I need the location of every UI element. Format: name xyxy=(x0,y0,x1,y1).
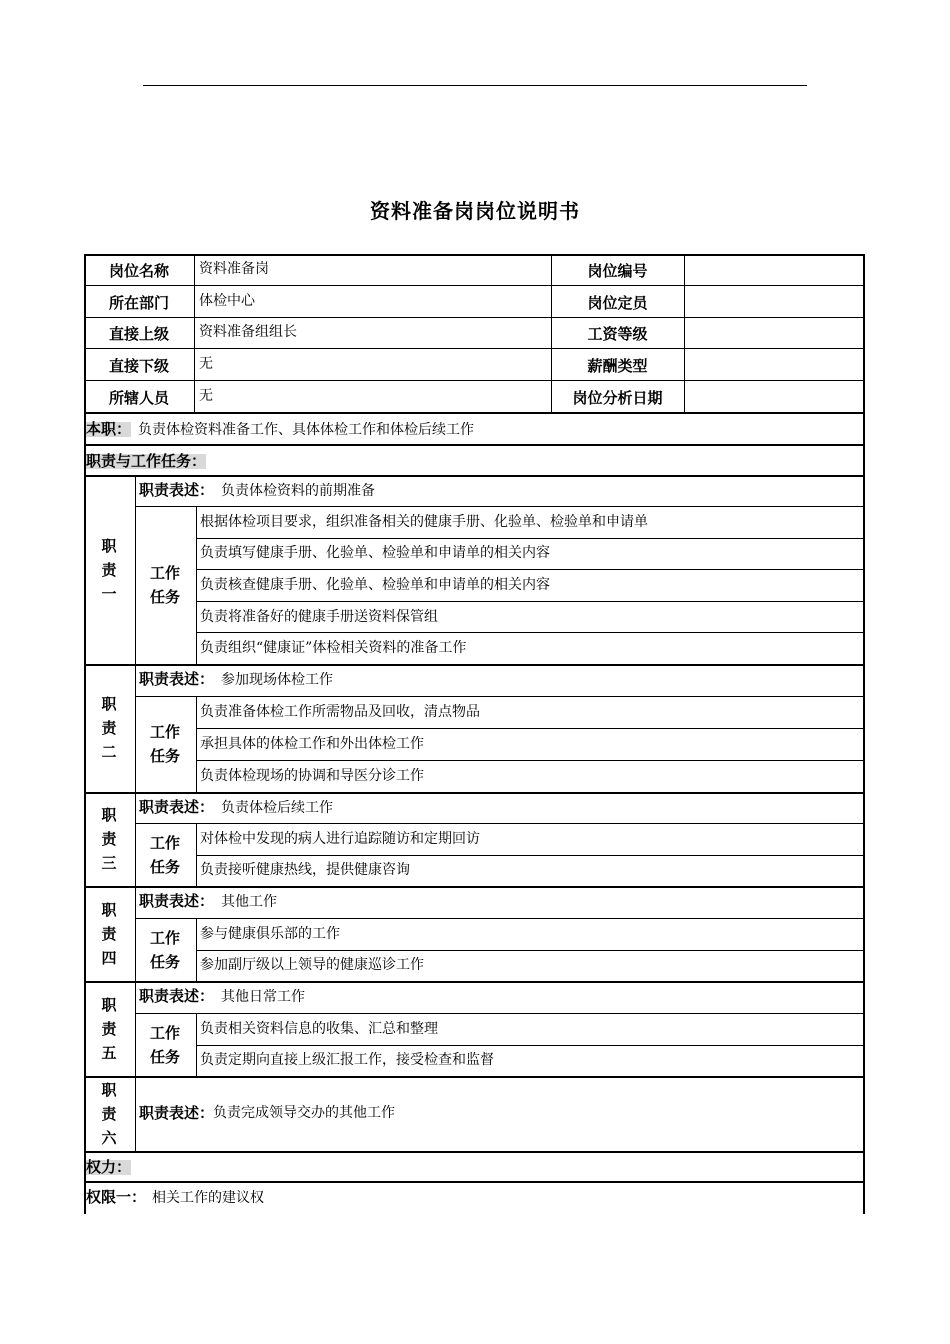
task-item: 负责准备体检工作所需物品及回收，清点物品 xyxy=(200,704,480,720)
duty-desc-label: 职责表述： xyxy=(139,1103,215,1122)
task-label xyxy=(135,720,195,768)
duty-name-char: 三 xyxy=(101,854,117,872)
row-border xyxy=(84,317,865,318)
column-border xyxy=(684,254,685,412)
duty-name-char: 二 xyxy=(101,743,117,761)
limit1-text: 相关工作的建议权 xyxy=(152,1190,264,1206)
task-item: 负责组织“健康证”体检相关资料的准备工作 xyxy=(200,640,467,657)
value-3: 无 xyxy=(199,355,213,372)
benzhi-label: 本职： xyxy=(86,420,132,438)
column-border xyxy=(194,254,195,412)
column-border xyxy=(551,254,552,412)
duty-name-char: 责 xyxy=(101,924,117,943)
row-border xyxy=(84,1076,865,1078)
value-4: 无 xyxy=(199,387,213,404)
row-border xyxy=(84,380,865,381)
duty-name-1 xyxy=(84,534,134,606)
task-label xyxy=(135,926,195,974)
row-border xyxy=(84,475,865,477)
task-item: 参加副厅级以上领导的健康巡诊工作 xyxy=(200,957,424,974)
benzhi-text: 负责体检资料准备工作、具体体检工作和体检后续工作 xyxy=(138,422,474,438)
duty-name-3 xyxy=(84,803,134,875)
value-0: 资料准备岗 xyxy=(199,261,269,277)
value-2: 资料准备组组长 xyxy=(199,324,297,340)
row-border xyxy=(196,728,865,729)
duty-desc-text: 负责体检资料的前期准备 xyxy=(221,483,375,499)
label-right-0: 岗位编号 xyxy=(587,262,648,280)
row-border xyxy=(135,1013,865,1014)
task-label xyxy=(135,1021,195,1069)
task-label-line: 任务 xyxy=(149,952,180,971)
task-item: 根据体检项目要求，组织准备相关的健康手册、化验单、检验单和申请单 xyxy=(200,513,648,530)
row-border xyxy=(84,792,865,794)
duty-name-char: 职 xyxy=(101,995,117,1014)
duty-desc-text: 其他工作 xyxy=(221,894,277,910)
label-right-2: 工资等级 xyxy=(587,325,648,343)
task-item: 承担具体的体检工作和外出体检工作 xyxy=(200,736,424,752)
limit1-label: 权限一： xyxy=(86,1188,147,1206)
row-border xyxy=(135,506,865,507)
duty-name-5 xyxy=(84,993,134,1065)
task-label xyxy=(135,561,195,609)
row-border xyxy=(196,538,865,539)
task-item: 负责接听健康热线，提供健康咨询 xyxy=(200,862,410,879)
row-border xyxy=(196,569,865,570)
duty-desc-label: 职责表述： xyxy=(139,987,215,1005)
task-item: 对体检中发现的病人进行追踪随访和定期回访 xyxy=(200,830,480,847)
task-label-line: 工作 xyxy=(149,1023,180,1042)
duties-header: 职责与工作任务： xyxy=(86,452,207,470)
duty-name-char: 责 xyxy=(101,719,117,737)
row-border xyxy=(196,1045,865,1046)
label-4: 所辖人员 xyxy=(108,388,169,407)
row-border xyxy=(135,918,865,919)
label-1: 所在部门 xyxy=(108,293,169,312)
label-right-3: 薪酬类型 xyxy=(587,356,648,375)
duty-desc-label: 职责表述： xyxy=(139,481,215,499)
duty-name-char: 责 xyxy=(101,1019,117,1038)
label-right-4: 岗位分析日期 xyxy=(572,388,663,407)
task-label xyxy=(135,831,195,879)
duty-name-char: 六 xyxy=(101,1128,117,1147)
duty-name-char: 四 xyxy=(101,948,117,967)
column-border xyxy=(196,506,197,664)
value-1: 体检中心 xyxy=(199,292,255,309)
row-border xyxy=(84,285,865,286)
row-border xyxy=(84,981,865,983)
duty-desc-label: 职责表述： xyxy=(139,892,215,910)
task-item: 参与健康俱乐部的工作 xyxy=(200,925,340,942)
duty-desc-text: 其他日常工作 xyxy=(221,989,305,1005)
duty-name-char: 责 xyxy=(101,830,117,848)
duty-desc-label: 职责表述： xyxy=(139,670,215,688)
column-border xyxy=(135,1076,136,1151)
task-label-line: 任务 xyxy=(149,1047,180,1066)
task-label-line: 工作 xyxy=(149,723,180,741)
duty-name-char: 职 xyxy=(101,536,117,555)
duty-name-char: 一 xyxy=(101,584,117,603)
duty-desc-text: 负责完成领导交办的其他工作 xyxy=(213,1104,395,1121)
row-border xyxy=(84,348,865,349)
duty-name-char: 职 xyxy=(101,806,117,824)
power-label: 权力： xyxy=(86,1158,132,1176)
label-2: 直接上级 xyxy=(108,325,169,343)
duty-desc-text: 负责体检后续工作 xyxy=(221,800,333,816)
row-border xyxy=(84,886,865,888)
row-border xyxy=(135,696,865,697)
row-border xyxy=(84,1181,865,1183)
task-label-line: 任务 xyxy=(149,857,180,876)
row-border xyxy=(196,632,865,633)
row-border xyxy=(84,444,865,446)
task-item: 负责相关资料信息的收集、汇总和整理 xyxy=(200,1020,438,1037)
duty-desc-label: 职责表述： xyxy=(139,798,215,816)
label-3: 直接下级 xyxy=(108,356,169,375)
row-border xyxy=(84,412,865,414)
duty-name-char: 职 xyxy=(101,1080,117,1099)
task-label-line: 工作 xyxy=(149,833,180,852)
row-border xyxy=(196,950,865,951)
document-title: 资料准备岗岗位说明书 xyxy=(370,199,580,223)
header-rule xyxy=(143,85,807,86)
task-item: 负责体检现场的协调和导医分诊工作 xyxy=(200,768,424,784)
row-border xyxy=(135,823,865,824)
duty-name-char: 职 xyxy=(101,695,117,713)
duty-name-2 xyxy=(84,692,134,764)
task-label-line: 工作 xyxy=(149,928,180,947)
task-label-line: 工作 xyxy=(149,564,180,582)
duty-name-char: 五 xyxy=(101,1043,117,1062)
row-border xyxy=(196,601,865,602)
column-border xyxy=(196,696,197,792)
duty-name-6 xyxy=(84,1078,134,1150)
label-0: 岗位名称 xyxy=(108,262,169,280)
duty-name-char: 职 xyxy=(101,900,117,919)
row-border xyxy=(84,1151,865,1153)
task-label-line: 任务 xyxy=(149,747,180,765)
row-border xyxy=(196,855,865,856)
label-right-1: 岗位定员 xyxy=(587,293,648,312)
row-border xyxy=(84,664,865,666)
duty-name-char: 责 xyxy=(101,560,117,579)
task-label-line: 任务 xyxy=(149,588,180,606)
task-item: 负责定期向直接上级汇报工作，接受检查和监督 xyxy=(200,1052,494,1069)
task-item: 负责核查健康手册、化验单、检验单和申请单的相关内容 xyxy=(200,577,550,593)
duty-desc-text: 参加现场体检工作 xyxy=(221,672,333,688)
task-item: 负责将准备好的健康手册送资料保管组 xyxy=(200,608,438,625)
row-border xyxy=(196,760,865,761)
duty-name-4 xyxy=(84,898,134,970)
duty-name-char: 责 xyxy=(101,1104,117,1123)
task-item: 负责填写健康手册、化验单、检验单和申请单的相关内容 xyxy=(200,545,550,562)
